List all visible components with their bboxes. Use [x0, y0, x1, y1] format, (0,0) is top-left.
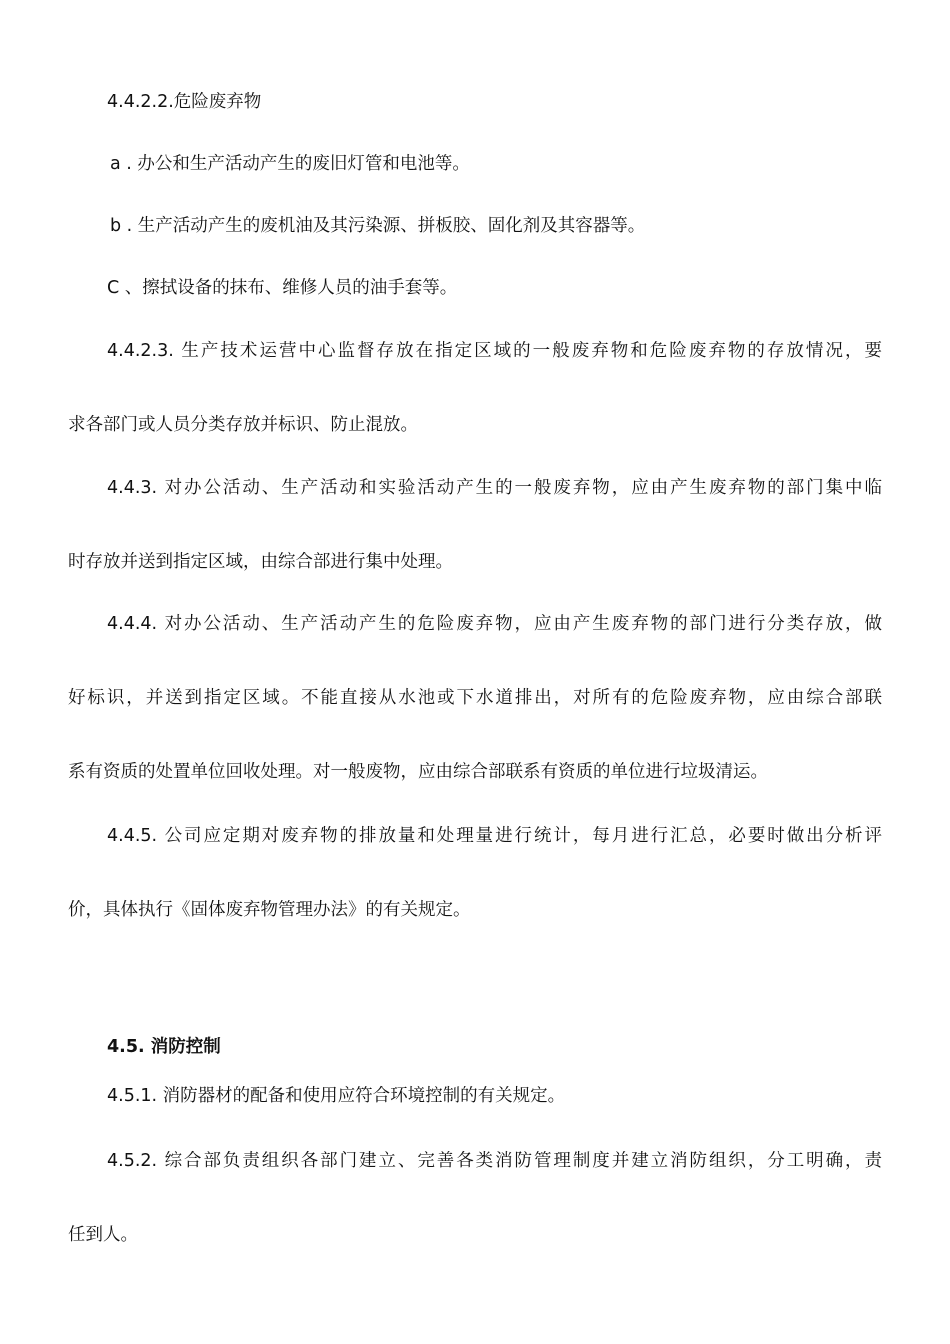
para-4-4-2-3-line-1: 4.4.2.3. 生产技术运营中心监督存放在指定区域的一般废弃物和危险废弃物的存放情况，要: [107, 341, 882, 361]
item-a: a . 办公和生产活动产生的废旧灯管和电池等。: [110, 154, 470, 174]
para-4-5-1: 4.5.1. 消防器材的配备和使用应符合环境控制的有关规定。: [107, 1086, 566, 1106]
heading-4-4-2-2: 4.4.2.2.危险废弃物: [107, 92, 262, 112]
para-4-4-2-3-line-2: 求各部门或人员分类存放并标识、防止混放。: [68, 415, 418, 435]
para-4-4-4-line-3: 系有资质的处置单位回收处理。对一般废物，应由综合部联系有资质的单位进行垃圾清运。: [68, 762, 768, 782]
item-b: b . 生产活动产生的废机油及其污染源、拼板胶、固化剂及其容器等。: [110, 216, 646, 236]
section-heading-4-5: 4.5. 消防控制: [107, 1037, 221, 1057]
para-4-4-4-line-1: 4.4.4. 对办公活动、生产活动产生的危险废弃物，应由产生废弃物的部门进行分类存放，做: [107, 614, 882, 634]
para-4-4-4-line-2: 好标识，并送到指定区域。不能直接从水池或下水道排出，对所有的危险废弃物，应由综合部联: [68, 688, 882, 708]
para-4-5-2-line-2: 任到人。: [68, 1225, 138, 1245]
para-4-5-2-line-1: 4.5.2. 综合部负责组织各部门建立、完善各类消防管理制度并建立消防组织，分工明确，责: [107, 1151, 882, 1171]
para-4-4-3-line-2: 时存放并送到指定区域，由综合部进行集中处理。: [68, 552, 453, 572]
para-4-4-3-line-1: 4.4.3. 对办公活动、生产活动和实验活动产生的一般废弃物，应由产生废弃物的部门集中临: [107, 478, 882, 498]
item-c: C 、擦拭设备的抹布、维修人员的油手套等。: [107, 278, 458, 298]
para-4-4-5-line-1: 4.4.5. 公司应定期对废弃物的排放量和处理量进行统计，每月进行汇总，必要时做出分析评: [107, 826, 882, 846]
para-4-4-5-line-2: 价，具体执行《固体废弃物管理办法》的有关规定。: [68, 900, 471, 920]
